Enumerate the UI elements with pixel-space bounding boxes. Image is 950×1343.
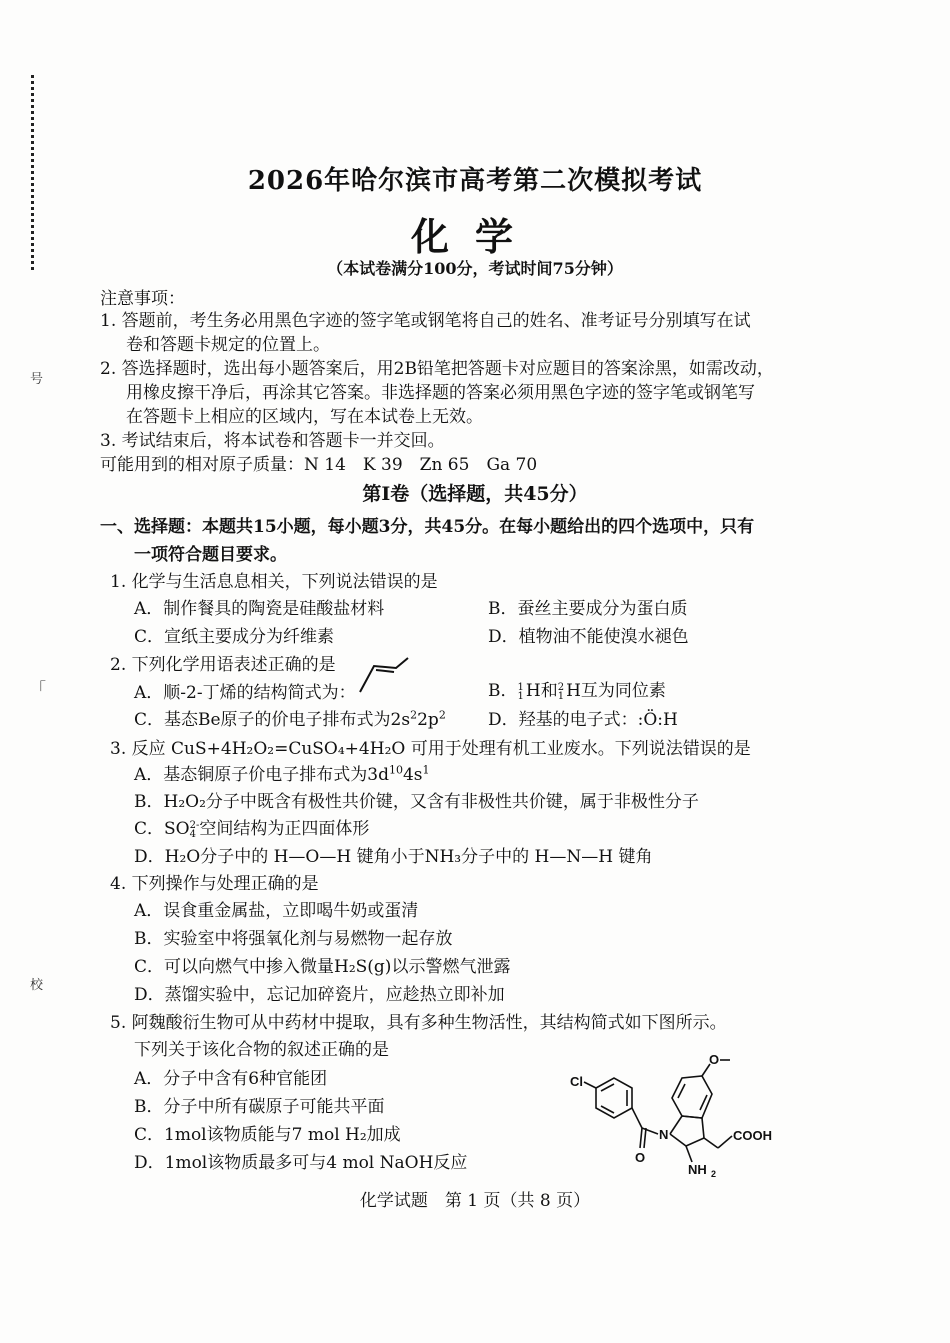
q5-option-b: B．分子中所有碳原子可能共平面 — [134, 1097, 385, 1117]
notice-item: 1. 答题前，考生务必用黑色字迹的签字笔或钢笔将自己的姓名、准考证号分别填写在试 — [100, 311, 751, 331]
q4-option-b: B．实验室中将强氧化剂与易燃物一起存放 — [134, 929, 453, 949]
nitrogen-label: N — [659, 1127, 669, 1142]
hydroxyl-electron-formula: :Ö:H — [637, 710, 678, 730]
atomic-number: 1 — [557, 690, 565, 702]
q3-option-a-text: A．基态铜原子价电子排布式为3d — [134, 765, 389, 785]
subscript: 4 — [189, 828, 196, 840]
amino-label: NH — [688, 1162, 707, 1177]
nuclide-notation — [518, 683, 524, 701]
q4-option-a: A．误食重金属盐，立即喝牛奶或蛋清 — [134, 901, 419, 921]
question-5-stem: 下列关于该化合物的叙述正确的是 — [134, 1040, 389, 1060]
cis-2-butene-skeletal-formula — [356, 656, 412, 696]
q4-option-c: C．可以向燃气中掺入微量H₂S(g)以示警燃气泄露 — [134, 957, 511, 977]
notice-heading: 注意事项： — [100, 289, 185, 309]
q3-option-b: B．H₂O₂分子中既含有极性共价键，又含有非极性共价键，属于非极性分子 — [134, 792, 699, 812]
question-1-stem: 1. 化学与生活息息相关，下列说法错误的是 — [110, 572, 438, 592]
notice-item: 卷和答题卡规定的位置上。 — [126, 335, 330, 355]
section-title: 第Ⅰ卷（选择题，共45分） — [362, 483, 588, 505]
notice-item: 在答题卡上相应的区域内，写在本试卷上无效。 — [126, 407, 483, 427]
q2-option-c-text: C．基态Be原子的价电子排布式为2s — [134, 710, 411, 730]
sulfate-charge-index — [190, 821, 200, 839]
q2-option-c-text: 2p — [417, 710, 439, 730]
q5-option-a: A．分子中含有6种官能团 — [134, 1069, 328, 1089]
superscript: 2 — [438, 708, 446, 722]
q2-option-c — [134, 705, 446, 730]
superscript: 2 — [410, 708, 418, 722]
q1-option-d: D．植物油不能使溴水褪色 — [488, 627, 689, 647]
question-4-stem: 4. 下列操作与处理正确的是 — [110, 874, 319, 894]
page-footer: 化学试题 第 1 页（共 8 页） — [359, 1191, 591, 1211]
q1-option-c: C．宣纸主要成分为纤维素 — [134, 627, 335, 647]
superscript: 1 — [422, 763, 430, 777]
q4-option-d: D．蒸馏实验中，忘记加碎瓷片，应趁热立即补加 — [134, 985, 505, 1005]
margin-mark: 号 — [30, 372, 44, 387]
section-intro: 一项符合题目要求。 — [134, 545, 287, 565]
q1-option-b: B．蚕丝主要成分为蛋白质 — [488, 599, 688, 619]
exam-title: 2026年哈尔滨市高考第二次模拟考试 — [247, 166, 703, 196]
subject-title: 化学 — [410, 214, 539, 259]
question-2-stem: 2. 下列化学用语表述正确的是 — [110, 655, 336, 675]
carbonyl-oxygen-label: O — [635, 1150, 646, 1165]
q3-option-c-text: C．SO — [134, 819, 190, 839]
superscript: 2- — [189, 819, 200, 831]
q3-option-d: D．H₂O分子中的 H—O—H 键角小于NH₃分子中的 H—N—H 键角 — [134, 847, 653, 867]
q2-option-a: A．顺-2-丁烯的结构简式为： — [134, 683, 356, 703]
q3-option-a-text: 4s — [402, 765, 423, 785]
q2-option-d-text: D．羟基的电子式： — [488, 710, 638, 730]
amino-subscript: 2 — [711, 1169, 717, 1179]
q2-option-b-suffix: H互为同位素 — [566, 681, 666, 701]
notice-item: 用橡皮擦干净后，再涂其它答案。非选择题的答案必须用黑色字迹的签字笔或钢笔写 — [126, 383, 755, 403]
q5-option-d: D．1mol该物质最多可与4 mol NaOH反应 — [134, 1153, 468, 1173]
q3-option-a — [134, 760, 430, 785]
atomic-mass-line: 可能用到的相对原子质量：N 14 K 39 Zn 65 Ga 70 — [100, 455, 538, 475]
margin-mark: 「 — [30, 679, 47, 698]
atomic-number: 1 — [517, 690, 524, 702]
superscript: 10 — [388, 763, 403, 777]
score-info: （本试卷满分100分，考试时间75分钟） — [327, 259, 623, 278]
notice-item: 3. 考试结束后，将本试卷和答题卡一并交回。 — [100, 431, 445, 451]
question-5-stem: 5. 阿魏酸衍生物可从中药材中提取，具有多种生物活性，其结构简式如下图所示。 — [110, 1013, 727, 1033]
carboxyl-label: COOH — [733, 1128, 772, 1143]
q2-option-d — [488, 705, 678, 730]
q2-option-b — [488, 676, 666, 701]
q3-option-c — [134, 814, 369, 839]
chemical-structure-diagram — [560, 1050, 800, 1180]
question-3-stem: 3. 反应 CuS+4H₂O₂=CuSO₄+4H₂O 可用于处理有机工业废水。下列说法错误的是 — [110, 739, 751, 759]
nuclide-notation — [558, 683, 564, 701]
mass-number: 2 — [557, 681, 565, 693]
notice-item: 2. 答选择题时，选出每小题答案后，用2B铅笔把答题卡对应题目的答案涂黑，如需改动， — [100, 359, 774, 379]
q5-option-c: C．1mol该物质能与7 mol H₂加成 — [134, 1125, 401, 1145]
chlorine-label: Cl — [570, 1074, 583, 1089]
q2-option-b-prefix: B． — [488, 681, 518, 701]
q1-option-a: A．制作餐具的陶瓷是硅酸盐材料 — [134, 599, 385, 619]
q2-option-b-mid: H和 — [525, 681, 558, 701]
margin-mark: 校 — [30, 978, 44, 993]
section-intro: 一、选择题：本题共15小题，每小题3分，共45分。在每小题给出的四个选项中，只有 — [100, 517, 755, 537]
methoxy-oxygen-label: O — [709, 1052, 720, 1067]
mass-number: 1 — [517, 681, 524, 693]
q3-option-c-text: 空间结构为正四面体形 — [199, 819, 370, 839]
